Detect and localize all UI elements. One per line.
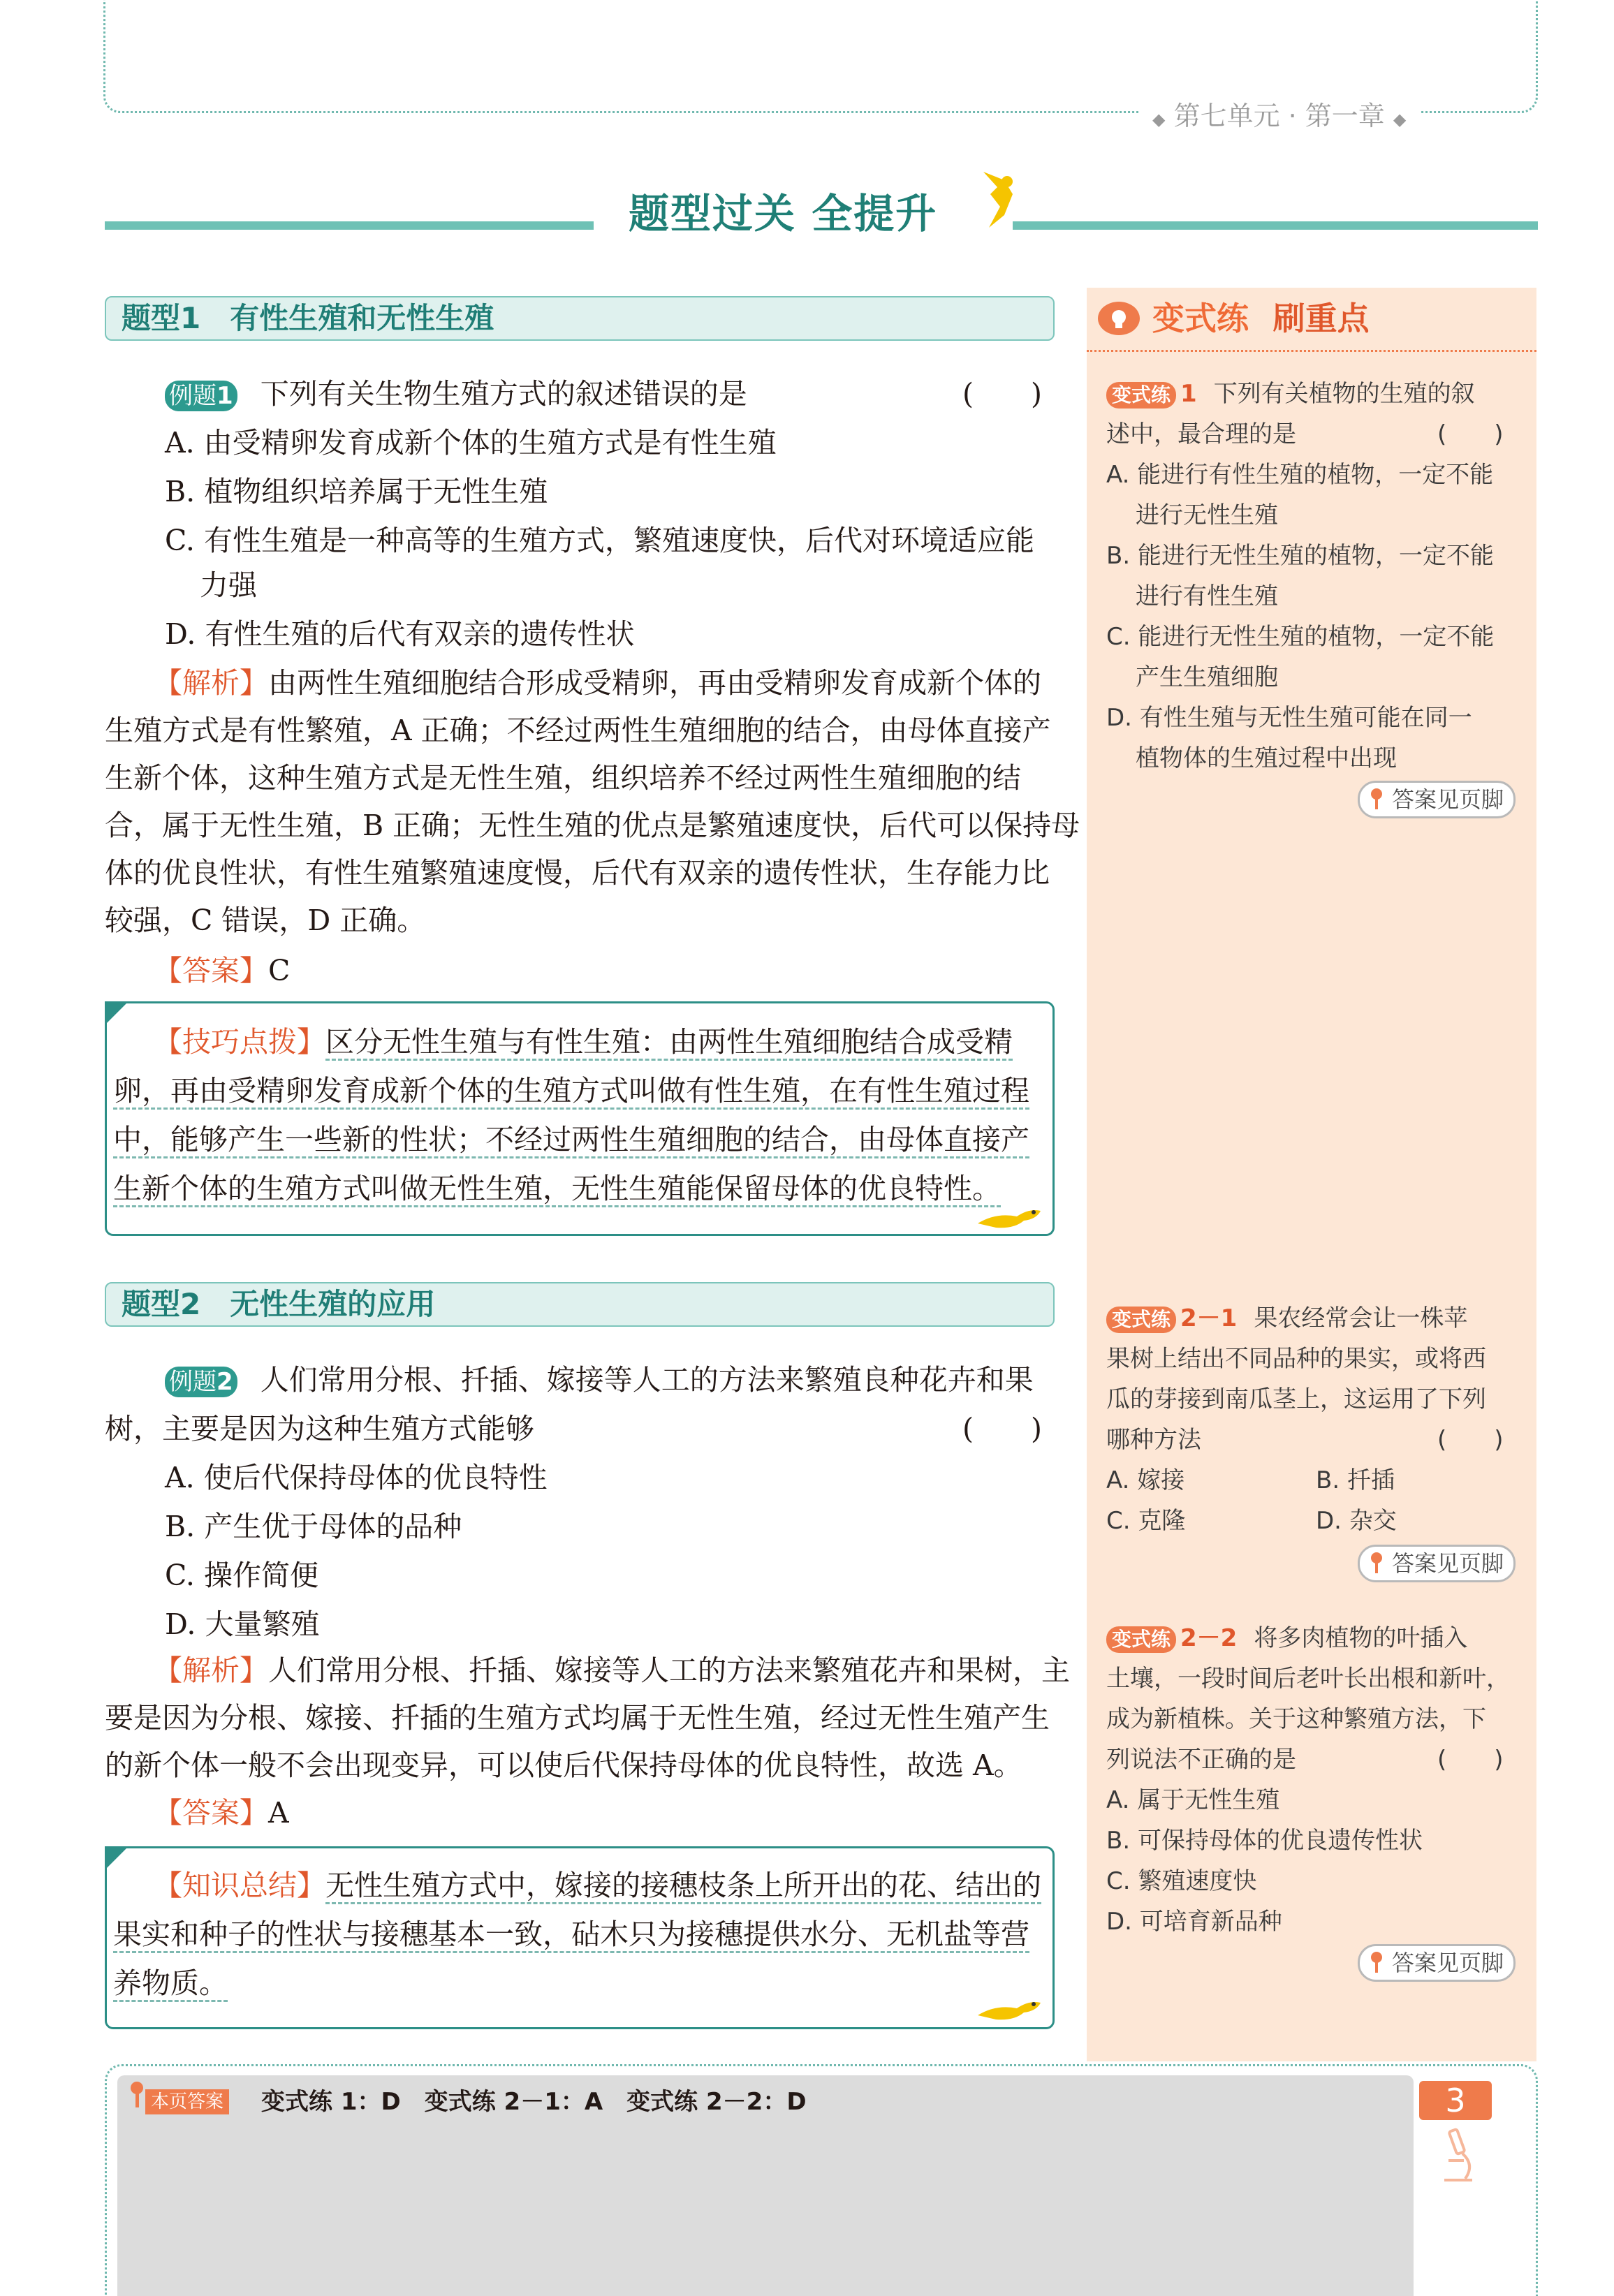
answer-footnote-button[interactable]: 答案见页脚 (1358, 1944, 1516, 1982)
option-d: D. 大量繁殖 (165, 1607, 320, 1641)
example2-stem: 例题2 人们常用分根、扦插、嫁接等人工的方法来繁殖良种花卉和果 (165, 1359, 1034, 1401)
example-badge: 例题2 (165, 1367, 237, 1397)
analysis-label: 【解析】 (154, 666, 268, 700)
analysis-line: 生新个体，这种生殖方式是无性生殖，组织培养不经过两性生殖细胞的结 (105, 761, 1021, 795)
analysis-line: 【解析】由两性生殖细胞结合形成受精卵，再由受精卵发育成新个体的 (154, 666, 1041, 700)
option-c-cont: 力强 (200, 568, 257, 602)
mascot-icon (976, 166, 1021, 233)
q21-option: A. 嫁接 (1106, 1466, 1185, 1494)
answer-footnote-button[interactable]: 答案见页脚 (1358, 781, 1516, 818)
q22-option: B. 可保持母体的优良遗传性状 (1106, 1827, 1423, 1855)
analysis-line: 【解析】人们常用分根、扦插、嫁接等人工的方法来繁殖花卉和果树，主 (154, 1654, 1070, 1687)
lizard-icon (975, 1990, 1045, 2025)
lightbulb-icon (1096, 300, 1141, 337)
diamond-icon: ◆ (1152, 110, 1166, 129)
summary-line: 【知识总结】无性生殖方式中，嫁接的接穗枝条上所开出的花、结出的 (154, 1864, 1041, 1906)
answer-footnote-button[interactable]: 答案见页脚 (1358, 1545, 1516, 1582)
q1-stem: 变式练 1 下列有关植物的生殖的叙 (1106, 374, 1475, 413)
option-d: D. 有性生殖的后代有双亲的遗传性状 (165, 617, 635, 651)
q21-stem-cont: 瓜的芽接到南瓜茎上，这运用了下列 (1106, 1385, 1486, 1413)
analysis-line: 体的优良性状，有性生殖繁殖速度慢，后代有双亲的遗传性状，生存能力比 (105, 856, 1050, 890)
tip-line: 【技巧点拨】区分无性生殖与有性生殖：由两性生殖细胞结合成受精 (154, 1021, 1013, 1063)
tip-line: 中，能够产生一些新的性状；不经过两性生殖细胞的结合，由母体直接产 (113, 1119, 1029, 1161)
answer-line (154, 1792, 289, 1834)
answer-paren: ( ) (962, 377, 1042, 411)
q21-paren: ( ) (1437, 1426, 1504, 1454)
answer-paren: ( ) (962, 1412, 1042, 1445)
banner-line-right (1013, 221, 1538, 230)
analysis-line: 要是因为分根、嫁接、扦插的生殖方式均属于无性生殖，经过无性生殖产生 (105, 1701, 1050, 1735)
analysis-label: 【解析】 (154, 1654, 268, 1687)
sidebar-title: 变式练 刷重点 (1152, 300, 1370, 337)
q22-stem-cont: 土壤，一段时间后老叶长出根和新叶， (1106, 1665, 1510, 1693)
q21-option: C. 克隆 (1106, 1507, 1186, 1535)
option-c: C. 有性生殖是一种高等的生殖方式，繁殖速度快，后代对环境适应能 (165, 524, 1034, 557)
analysis-line: 合，属于无性生殖，B 正确；无性生殖的优点是繁殖速度快，后代可以保持母 (105, 809, 1080, 842)
variant-badge: 变式练 (1106, 1307, 1176, 1333)
footer-label: 本页答案 (145, 2089, 229, 2114)
q22-stem-cont: 列说法不正确的是 (1106, 1746, 1296, 1774)
page-number: 3 (1419, 2081, 1492, 2120)
option-b: B. 产生优于母体的品种 (165, 1510, 462, 1543)
q1-option: D. 有性生殖与无性生殖可能在同一 (1106, 704, 1472, 732)
answer-value: C (268, 954, 291, 987)
variant-badge: 变式练 (1106, 1626, 1176, 1653)
q22-option: D. 可培育新品种 (1106, 1908, 1282, 1936)
q1-option: B. 能进行无性生殖的植物，一定不能 (1106, 542, 1494, 570)
diamond-icon: ◆ (1393, 110, 1407, 129)
variant-badge: 变式练 (1106, 382, 1176, 409)
q22-option: C. 繁殖速度快 (1106, 1867, 1257, 1895)
option-b: B. 植物组织培养属于无性生殖 (165, 475, 548, 508)
tip-line: 生新个体的生殖方式叫做无性生殖，无性生殖能保留母体的优良特性。 (113, 1168, 1001, 1209)
q21-option: D. 杂交 (1316, 1507, 1397, 1535)
q22-stem: 变式练 2－2 将多肉植物的叶插入 (1106, 1619, 1467, 1658)
q1-option: 产生生殖细胞 (1136, 663, 1278, 691)
q21-stem-cont: 果树上结出不同品种的果实，或将西 (1106, 1345, 1486, 1373)
q1-stem-cont: 述中，最合理的是 (1106, 420, 1296, 448)
microscope-icon (1435, 2126, 1479, 2184)
banner-title: 题型过关 全提升 (629, 190, 938, 237)
option-a: A. 使后代保持母体的优良特性 (165, 1461, 548, 1494)
banner-line-left (105, 221, 594, 230)
key-icon (1367, 787, 1386, 811)
summary-label: 【知识总结】 (154, 1869, 325, 1902)
summary-line: 果实和种子的性状与接穗基本一致，砧木只为接穗提供水分、无机盐等营 (113, 1913, 1029, 1955)
footer-answers: 变式练 1：D 变式练 2－1：A 变式练 2－2：D (261, 2088, 807, 2116)
chapter-header (1138, 96, 1420, 135)
answer-label: 【答案】 (154, 1796, 268, 1830)
analysis-line: 较强，C 错误，D 正确。 (105, 904, 426, 937)
option-a: A. 由受精卵发育成新个体的生殖方式是有性生殖 (165, 426, 777, 459)
q1-option: 进行有性生殖 (1136, 582, 1278, 610)
answer-value: A (268, 1796, 289, 1830)
q1-option: C. 能进行无性生殖的植物，一定不能 (1106, 623, 1495, 651)
corner-triangle-icon (105, 1846, 129, 1870)
q21-option: B. 扦插 (1316, 1466, 1395, 1494)
chapter-title: 第七单元 · 第一章 (1173, 101, 1385, 131)
q1-paren: ( ) (1437, 420, 1504, 448)
q22-paren: ( ) (1437, 1746, 1504, 1774)
option-c: C. 操作简便 (165, 1559, 318, 1592)
example1-stem: 例题1 下列有关生物生殖方式的叙述错误的是 (165, 373, 747, 415)
corner-triangle-icon (105, 1001, 129, 1025)
q21-stem-cont: 哪种方法 (1106, 1426, 1201, 1454)
answer-line (154, 950, 290, 992)
tip-label: 【技巧点拨】 (154, 1025, 325, 1059)
example-badge: 例题1 (165, 381, 237, 411)
example2-stem-cont: 树，主要是因为这种生殖方式能够 (105, 1412, 534, 1445)
q1-option: 植物体的生殖过程中出现 (1136, 744, 1397, 772)
analysis-line: 的新个体一般不会出现变异，可以使后代保持母体的优良特性，故选 A。 (105, 1749, 1022, 1782)
type1-title: 题型1 有性生殖和无性生殖 (122, 301, 494, 335)
type2-title: 题型2 无性生殖的应用 (122, 1287, 436, 1321)
key-icon (1367, 1950, 1386, 1974)
q1-option: A. 能进行有性生殖的植物，一定不能 (1106, 461, 1494, 489)
answer-label: 【答案】 (154, 954, 268, 987)
lizard-icon (975, 1198, 1045, 1233)
q1-option: 进行无性生殖 (1136, 501, 1278, 529)
key-icon (127, 2081, 147, 2109)
analysis-line: 生殖方式是有性繁殖，A 正确；不经过两性生殖细胞的结合，由母体直接产 (105, 714, 1051, 747)
tip-line: 卵，再由受精卵发育成新个体的生殖方式叫做有性生殖，在有性生殖过程 (113, 1070, 1029, 1112)
q22-option: A. 属于无性生殖 (1106, 1786, 1280, 1814)
key-icon (1367, 1551, 1386, 1575)
summary-line: 养物质。 (113, 1962, 228, 2004)
q22-stem-cont: 成为新植株。关于这种繁殖方法，下 (1106, 1705, 1486, 1733)
q21-stem: 变式练 2－1 果农经常会让一株苹 (1106, 1299, 1467, 1338)
